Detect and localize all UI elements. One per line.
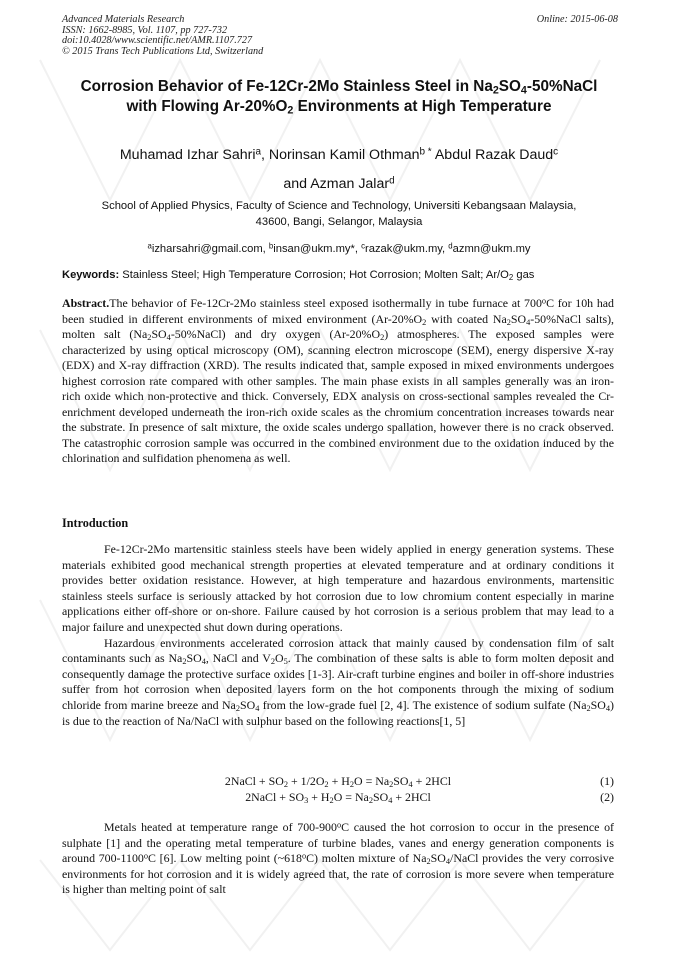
keywords: Keywords: Stainless Steel; High Temperature Corrosion; Hot Corrosion; Molten Salt; $Ar/O_2$ gas [62,269,535,282]
keywords-label: Keywords: [62,269,120,281]
author: and Azman Jalar [283,176,390,192]
online-date: Online: 2015-06-08 [536,14,618,25]
paragraph: Metals heated at temperature range of 700-900$^o$C caused the hot corrosion to occur in the presence of sulphate [1] and the operating metal temperature of turbine blades, vanes and energy generation components is around 700-1100$^o$C [6]. Low melting point (~618$^o$C) molten mixture of $Na_2SO_4$/NaCl provides the very corrosive environments for hot corrosion and it is widely agreed that, the rate of corrosion is more severe when temperature is higher than melting point of salt [62,820,615,897]
author: Abdul Razak Daud [434,147,554,163]
paper-title: Corrosion Behavior of Fe-12Cr-2Mo Stainless Steel in $Na_2SO_4-50\%NaCl$ with Flowing $Ar-20\%O_2$ Environments at High Temperature [80,78,598,117]
abstract-label: Abstract. [62,296,110,310]
author: Norinsan Kamil Othman [268,147,420,163]
affiliation: School of Applied Physics, Faculty of Science and Technology, Universiti Kebangsaan Malaysia, 43600, Bangi, Selangor, Malaysia [101,200,577,228]
journal-name: Advanced Materials Research [62,14,185,25]
section-heading-introduction: Introduction [62,516,129,530]
abstract: Abstract.The behavior of Fe-12Cr-2Mo stainless steel exposed isothermally in tube furnace at 700$^o$C for 10h had been studied in different environments of mixed environment ($Ar-20\%O_2$ with coated $Na_2SO_4-50\%NaCl$ salts), molten salt $(Na_2SO_4-50\%NaCl)$ and dry oxygen $(Ar-20\%O_2)$ atmospheres. The exposed samples were characterized by using optical microscopy (OM), scanning electron microscope (SEM), energy dispersive X-ray (EDX) and X-ray diffraction (XRD). The results indicated that, sample exposed in mixed environments undergoes highest corrosion rate compared with other samples. The main phase exists in all samples generally was an iron-rich oxide which non-protective and thick. Conversely, EDX analysis on cross-sectional samples revealed the Cr-enrichment developed underneath the iron-rich oxide scales as the chromium concentration increases towards near the substrate. In presence of salt mixture, the oxide scales undergo spallation, however there is no crack observed. The catastrophic corrosion sample was occurred in the combined environment due to the oxidation induced by the chlorination and sulfidation phenomena as well. [62,296,615,465]
author-emails: $^a$izharsahri@gmail.com, $^b$insan@ukm.my*, $^c$razak@ukm.my, $^d$azmn@ukm.my [147,241,531,255]
paragraph: Fe-12Cr-2Mo martensitic stainless steels have been widely applied in energy generation systems. These materials exhibited good mechanical strength properties at elevated temperature and at ordinary conditions it provides better oxidation resistance. However, at high temperature and hazardous environments, martensitic stainless steels surface is seriously attacked by hot corrosion due to low chromium content especially in marine applications either off-shore or on-shore. Failure caused by hot corrosion is a serious problem that may lead to a major failure and unexpected shut down during operations. [62,542,614,634]
equation-number: (1) [600,774,614,788]
equation-number: (2) [600,790,614,804]
copyright: © 2015 Trans Tech Publications Ltd, Switzerland [62,45,264,57]
journal-header [62,15,618,57]
paragraph: Hazardous environments accelerated corrosion attack that mainly caused by condensation film of salt contaminants such as $Na_2SO_4$, NaCl and $V_2O_5$. The combination of these salts is able to form molten deposit and consequently damage the protective surface oxides [1-3]. Air-craft turbine engines and boiler in off-shore industries suffer from hot corrosion when deposited layers form on the hot components through the mixing of sodium chloride from marine breeze and $Na_2SO_4$ from the low-grade fuel [2, 4]. The existence of sodium sulfate $(Na_2SO_4)$ is due to the reaction of Na/NaCl with sulphur based on the following reactions[1, 5] [62,635,615,728]
introduction-body [62,542,614,729]
issn: ISSN: 1662-8985, Vol. 1107, pp 727-732 [62,24,228,36]
author: Muhamad Izhar Sahri [119,147,256,163]
author-list: Muhamad Izhar Sahri$^a$, Norinsan Kamil Othman$^{b *}$ Abdul Razak Daud$^c$ and Azman Jalar$^d$ [119,146,559,192]
doi: doi:10.4028/www.scientific.net/AMR.1107.727 [62,35,253,47]
